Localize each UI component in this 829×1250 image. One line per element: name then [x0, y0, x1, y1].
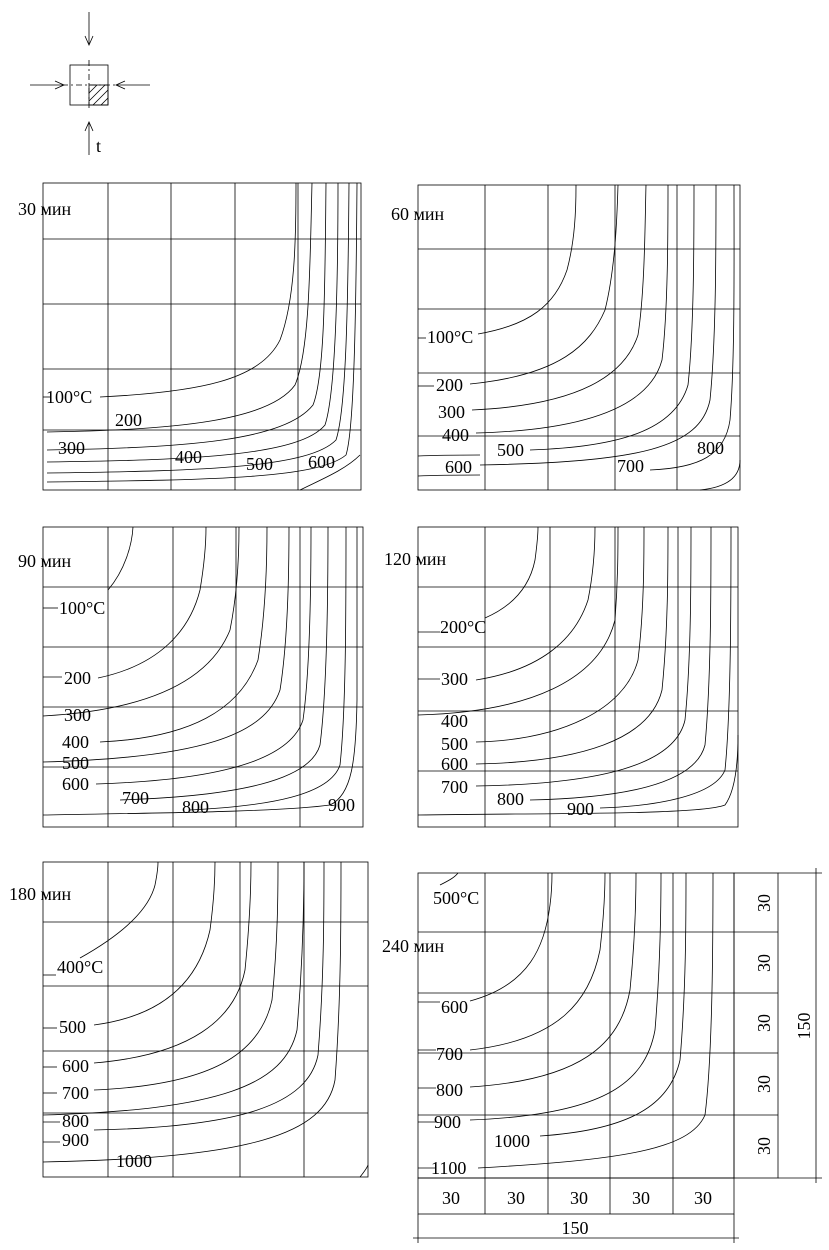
- dimension-label: 30: [694, 1188, 712, 1208]
- panel-240min: [382, 868, 822, 1243]
- dimension-label: 30: [754, 1014, 774, 1032]
- isotherm-label: 300: [58, 438, 85, 458]
- isotherm-label: 1100: [431, 1158, 467, 1178]
- isotherm-label: 500: [59, 1017, 86, 1037]
- isotherm-label: 400: [175, 447, 202, 467]
- panel-time-label: 120 мин: [384, 549, 447, 569]
- isotherm-label: 400°C: [57, 957, 104, 977]
- dimension-label: 30: [442, 1188, 460, 1208]
- panel-time-label: 240 мин: [382, 936, 445, 956]
- panel-60min: [391, 185, 740, 490]
- dimension-total-label: 150: [794, 1012, 814, 1040]
- dimension-label: 30: [754, 1075, 774, 1093]
- panel-time-label: 90 мин: [18, 551, 72, 571]
- panel-time-label: 30 мин: [18, 199, 72, 219]
- section-axis-label: t: [96, 136, 102, 156]
- dimension-label: 30: [754, 1137, 774, 1155]
- isotherm-label: 800: [697, 438, 724, 458]
- isotherm-label: 200: [115, 410, 142, 430]
- isotherm-label: 100°C: [427, 327, 474, 347]
- isotherm-label: 500: [62, 753, 89, 773]
- panel-120min: [384, 527, 738, 827]
- isotherm-label: 900: [567, 799, 594, 819]
- dimension-label: 30: [754, 954, 774, 972]
- isotherm-label: 800: [497, 789, 524, 809]
- dimension-column: [734, 868, 822, 1183]
- isotherm-label: 1000: [494, 1131, 530, 1151]
- isotherm-label: 800: [62, 1111, 89, 1131]
- isotherm-label: 600: [308, 452, 335, 472]
- section-icon: [30, 12, 150, 156]
- isotherm-label: 800: [182, 797, 209, 817]
- isotherms-240min: [440, 873, 713, 1168]
- isotherm-label: 400: [441, 711, 468, 731]
- isotherm-label: 600: [441, 997, 468, 1017]
- isotherms-180min: [43, 862, 368, 1177]
- dimension-label: 30: [570, 1188, 588, 1208]
- isotherm-label: 700: [441, 777, 468, 797]
- isotherm-label: 600: [441, 754, 468, 774]
- panel-90min: [18, 527, 363, 827]
- isotherm-label: 300: [64, 705, 91, 725]
- isotherm-label: 700: [617, 456, 644, 476]
- isotherm-label: 100°C: [46, 387, 93, 407]
- isotherm-label: 400: [62, 732, 89, 752]
- isotherm-label: 500: [246, 454, 273, 474]
- isotherm-label: 600: [445, 457, 472, 477]
- isotherm-label: 300: [441, 669, 468, 689]
- dimension-label: 30: [632, 1188, 650, 1208]
- isotherm-label: 1000: [116, 1151, 152, 1171]
- isotherm-label: 100°C: [59, 598, 106, 618]
- isotherm-label: 800: [436, 1080, 463, 1100]
- isotherm-label: 700: [62, 1083, 89, 1103]
- dimension-row: [413, 1178, 739, 1243]
- isotherm-label: 200°C: [440, 617, 487, 637]
- isotherm-label: 600: [62, 1056, 89, 1076]
- isotherm-label: 300: [438, 402, 465, 422]
- isotherms-30min: [47, 183, 360, 490]
- isotherm-label: 500°C: [433, 888, 480, 908]
- panel-180min: [9, 862, 368, 1177]
- isotherm-label: 500: [497, 440, 524, 460]
- isotherm-label: 400: [442, 425, 469, 445]
- isotherm-label: 900: [328, 795, 355, 815]
- isotherm-label: 200: [436, 375, 463, 395]
- isotherm-label: 200: [64, 668, 91, 688]
- isotherm-label: 700: [122, 788, 149, 808]
- isotherm-label: 900: [62, 1130, 89, 1150]
- dimension-total-label: 150: [561, 1218, 589, 1238]
- panel-time-label: 60 мин: [391, 204, 445, 224]
- panel-time-label: 180 мин: [9, 884, 72, 904]
- isotherm-label: 500: [441, 734, 468, 754]
- dimension-label: 30: [754, 894, 774, 912]
- isotherm-label: 900: [434, 1112, 461, 1132]
- dimension-label: 30: [507, 1188, 525, 1208]
- panel-30min: [18, 183, 361, 490]
- isotherm-label: 700: [436, 1044, 463, 1064]
- isotherm-label: 600: [62, 774, 89, 794]
